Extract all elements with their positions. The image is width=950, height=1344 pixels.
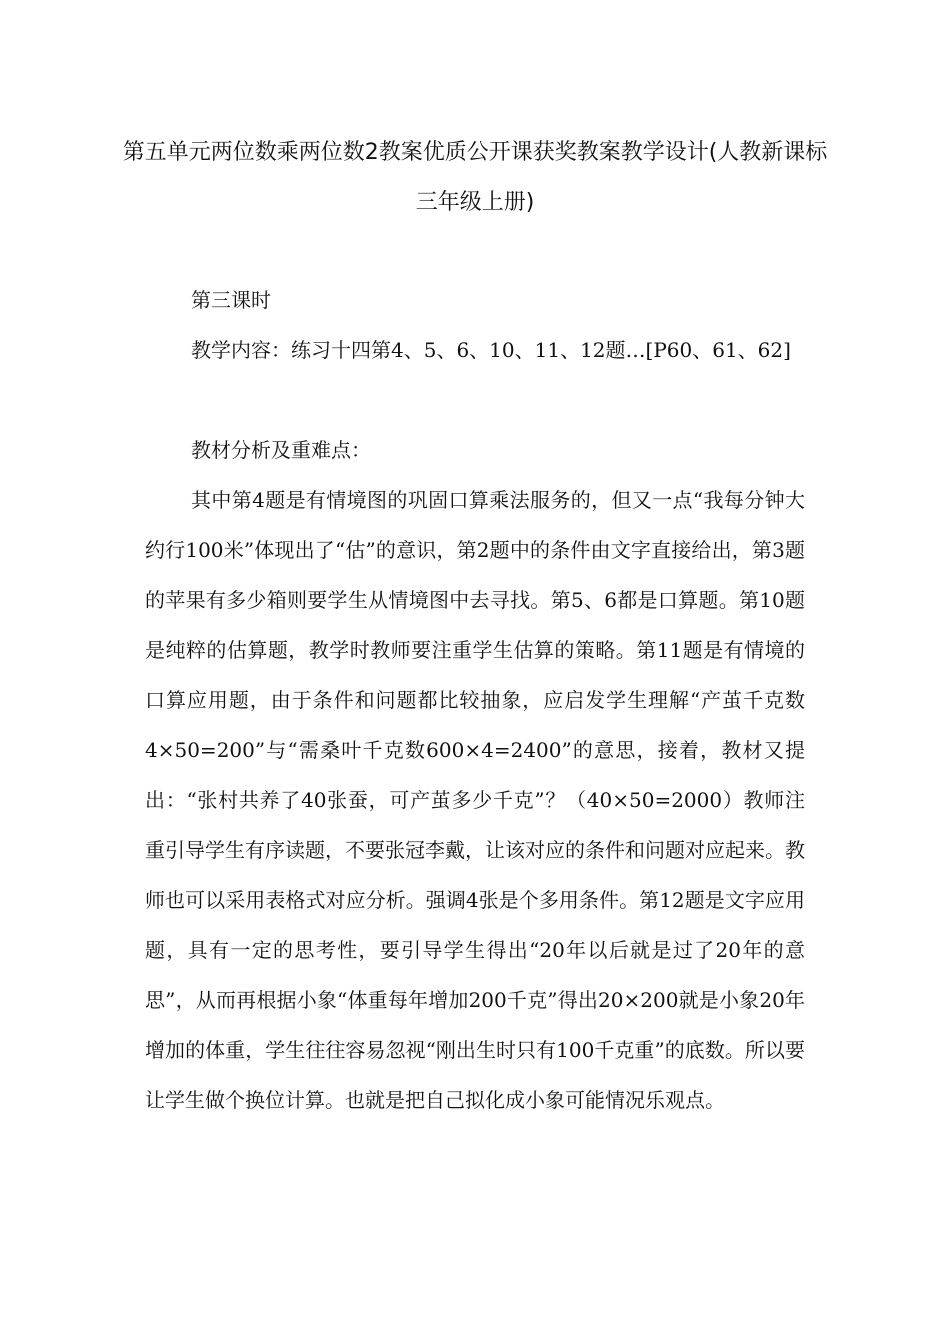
analysis-heading: 教材分析及重难点： (191, 438, 371, 462)
teaching-content-paragraph: 教学内容：练习十四第4、5、6、10、11、12题…[P60、61、62] (191, 338, 791, 362)
analysis-paragraph: 其中第4题是有情境图的巩固口算乘法服务的，但又一点“我每分钟大约行100米”体现出了“估”的意识，第2题中的条件由文字直接给出，第3题的苹果有多少箱则要学生从情境图中去寻找。第5、6都是口算题。第10题是纯粹的估算题，教学时教师要注重学生估算的策略。第11题是有情境的口算应用题，由于条件和问题都比较抽象，应启发学生理解“产茧千克数4×50=200”与“需桑叶千克数600×4=2400”的意思，接着，教材又提出：“张村共养了40张蚕，可产茧多少千克”？（40×50=2000）教师注重引导学生有序读题，不要张冠李戴，让该对应的条件和问题对应起来。教师也可以采用表格式对应分析。强调4张是个多用条件。第12题是文字应用题，具有一定的思考性，要引导学生得出“20年以后就是过了20年的意思”，从而再根据小象“体重每年增加200千克”得出20×200就是小象20年增加的体重，学生往往容易忽视“刚出生时只有100千克重”的底数。所以要让学生做个换位计算。也就是把自己拟化成小象可能情况乐观点。 (145, 488, 805, 1112)
lesson-label: 第三课时 (191, 288, 271, 312)
document-title: 第五单元两位数乘两位数2教案优质公开课获奖教案教学设计(人教新课标三年级上册) (122, 140, 828, 215)
